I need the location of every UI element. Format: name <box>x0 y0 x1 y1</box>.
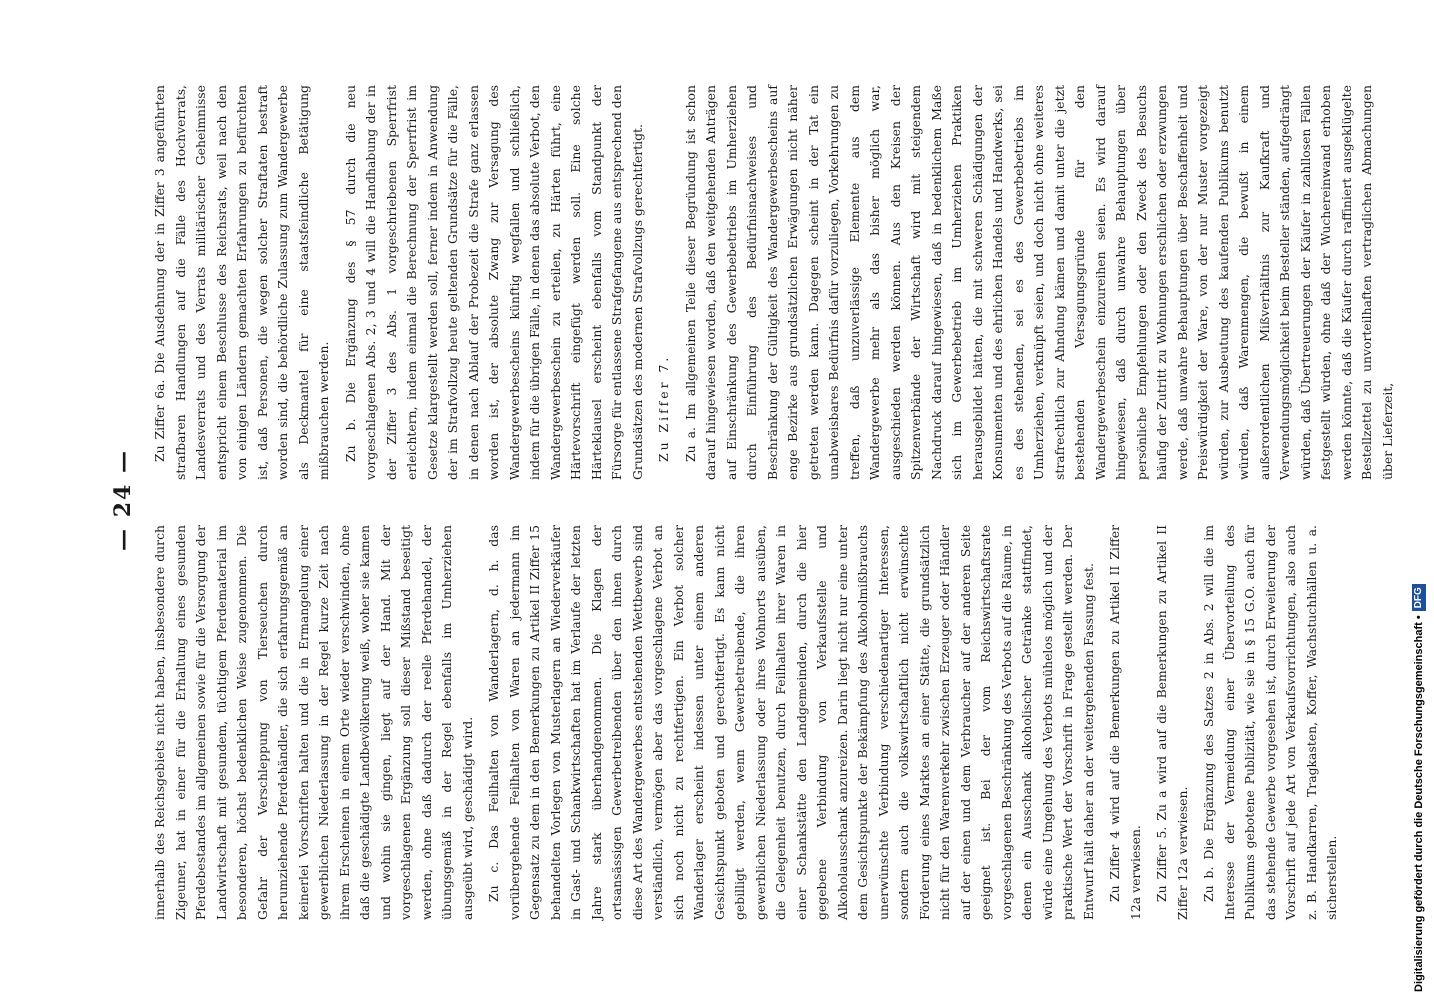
page-body <box>110 80 1395 920</box>
section-heading: Zu Ziffer 7. <box>656 354 671 462</box>
paragraph: Zu Ziffer 5. Zu a wird auf die Bemerkungen zu Artikel II Ziffer 12a verwiesen. <box>1154 525 1190 920</box>
rotated-page-content <box>110 80 1395 920</box>
funding-note: Digitalisierung gefördert durch die Deutsche Forschungsgemeinschaft • <box>1413 615 1425 992</box>
paragraph: Zu a. Im allgemeinen Teile dieser Begründung ist schon darauf hingewiesen worden, daß den weitgehenden Anträgen auf Einschränkung des Gewerbebetriebs im Umherziehen durch Einführung des Bedürfnisnachweises und Beschränkung der Gültigkeit des Wandergewerbescheins auf enge Bezirke aus grundsätzlichen Erwägungen nicht näher getreten werden kann. Dagegen scheint in der Tat ein unabweisbares Bedürfnis dafür vorzuliegen, Vorkehrungen zu treffen, daß unzuverlässige Elemente aus dem Wandergewerbe mehr als das bisher möglich war, ausgeschieden werden können. Aus den Kreisen der Spitzenverbände der Wirtschaft wird mit steigendem Nachdruck darauf hingewiesen, daß in bedenklichem Maße sich im Gewerbebetrieb im Umherziehen Praktiken herausgebildet hätten, die mit schweren Schädigungen der Konsumenten und des ehrlichen Handels und Handwerks, sei es des stehenden, sei es des Gewerbebetriebs im Umherziehen, verknüpft seien, und doch nicht ohne weiteres strafrechtlich zur Ahndung kämen und damit unter die jetzt bestehenden Versagungsgründe für den Wandergewerbeschein einzureihen seien. Es wird darauf hingewiesen, daß durch unwahre Behauptungen über persönliche Empfehlungen oder den Zweck des Besuchs häufig der Zutritt zu Wohnungen erschlichen oder erzwungen werde, daß unwahre Behauptungen über Beschaffenheit und Preiswürdigkeit der Ware, von der nur Muster vorgezeigt würden, zur Ausbeutung des kaufenden Publikums benutzt würden, daß Warenmengen, die bewußt in einem außerordentlichen Mißverhältnis zur Kaufkraft und Verwendungsmöglichkeit beim Besteller ständen, aufgedrängt würden, daß Übertreuerungen der Käufer in zahllosen Fällen festgestellt würden, ohne daß der Wuchereinwand erhoben werden könnte, daß die Käufer durch raffiniert ausgeklügelte Bestellzettel zu unvorteilhaften vertraglichen Abmachungen über Lieferzeit, <box>682 85 1395 480</box>
digitization-note-text <box>1408 8 1430 992</box>
right-text-column <box>150 85 1404 480</box>
paragraph: Zu b. Die Ergänzung des § 57 durch die neu vorgeschlagenen Abs. 2, 3 und 4 will die Handhabung der in der Ziffer 3 des Abs. 1 vorgeschriebenen Sperrfrist erleichtern, indem einmal die Berechnung der Sperrfrist im Gesetze klargestellt werden soll, ferner indem in Anwendung der im Strafvollzug heute geltenden Grundsätze für die Fälle, in denen nach Ablauf der Probezeit die Strafe ganz erlassen worden ist, der absolute Zwang zur Versagung des Wandergewerbescheins künftig wegfallen und schließlich, indem für die übrigen Fälle, in denen das absolute Verbot, den Wandergewerbeschein zu erteilen, zu Härten führt, eine Härtevorschrift eingefügt werden soll. Eine solche Härteklausel erscheint ebenfalls vom Standpunkt der Fürsorge für entlassene Strafgefangene aus entsprechend den Grundsätzen des modernen Strafvollzugs gerechtfertigt. <box>342 85 645 480</box>
page-number: — 24 — <box>110 449 136 551</box>
left-text-column <box>150 525 1349 920</box>
paragraph: Zu Ziffer 4 wird auf die Bemerkungen zu Artikel II Ziffer 12a verwiesen. <box>1107 525 1143 920</box>
paragraph: innerhalb des Reichsgebiets nicht haben, insbesondere durch Zigeuner, hat in einer für die Erhaltung eines gesunden Pferdebestandes im allgemeinen sowie für die Versorgung der Landwirtschaft mit gesundem, tüchtigem Pferdematerial im besonderen, höchst bedenklichen Weise zugenommen. Die Gefahr der Verschleppung von Tierseuchen durch herumziehende Pferdehändler, die sich erfahrungsgemäß an keinerlei Vorschriften halten und die in Ermangelung einer gewerblichen Niederlassung in der Regel kurze Zeit nach ihrem Erscheinen in einem Orte wieder verschwinden, ohne daß die geschädigte Landbevölkerung weiß, woher sie kamen und wohin sie gingen, liegt auf der Hand. Mit der vorgeschlagenen Ergänzung soll dieser Mißstand beseitigt werden, ohne daß dadurch der reelle Pferdehandel, der übungsgemäß in der Regel ebenfalls im Umherziehen ausgeübt wird, geschädigt wird. <box>152 525 475 920</box>
dfg-logo: DFG <box>1412 584 1426 611</box>
paragraph: Zu Ziffer 6a. Die Ausdehnung der in Ziffer 3 angeführten strafbaren Handlungen auf die Fälle des Hochverrats, Landesverrats und des Verrats militärischer Geheimnisse entspricht einem Beschlusse des Reichsrats, weil nach den von einigen Ländern gemachten Erfahrungen zu befürchten ist, daß Personen, die wegen solcher Straftaten bestraft worden sind, die behördliche Zulassung zum Wandergewerbe als Deckmantel für eine staatsfeindliche Betätigung mißbrauchen werden. <box>152 85 331 480</box>
paragraph: Zu c. Das Feilhalten von Wanderlagern, d. h. das vorübergehende Feilhalten von Waren an jedermann im Gegensatz zu dem in den Bemerkungen zu Artikel II Ziffer 15 behandelten Vorlegen von Musterlagern an Wiederverkäufer in Gast- und Schankwirtschaften hat im Verlaufe der letzten Jahre stark überhandgenommen. Die Klagen der ortsansässigen Gewerbetreibenden über den ihnen durch diese Art des Wandergewerbes entstehenden Wettbewerb sind verständlich, vermögen aber das vorgeschlagene Verbot an sich noch nicht zu rechtfertigen. Ein Verbot solcher Wanderlager erscheint indessen unter einem anderen Gesichtspunkt geboten und gerechtfertigt. Es kann nicht gebilligt werden, wenn Gewerbetreibende, die ihren gewerblichen Niederlassung oder ihres Wohnorts ausüben, die Gelegenheit benutzen, durch Feilhalten ihrer Waren in einer Schankstätte den Landgemeinden, durch die hier gegebene Verbindung von Verkaufsstelle und Alkoholausschank anzureizen. Darin liegt nicht nur eine unter dem Gesichtspunkte der Bekämpfung des Alkoholmißbrauchs unerwünschte Verbindung verschiedenartiger Interessen, sondern auch die volkswirtschaftlich nicht erwünschte Förderung eines Marktes an einer Stätte, die grundsätzlich nicht für den Warenverkehr zwischen Erzeuger oder Händler auf der einen und dem Verbraucher auf der anderen Seite geeignet ist. Bei der vom Reichswirtschaftsrate vorgeschlagenen Beschränkung des Verbots auf die Räume, in denen ein Ausschank alkoholischer Getränke stattfindet, würde eine Umgehung des Verbots mühelos möglich und der praktische Wert der Vorschrift in Frage gestellt werden. Der Entwurf hält daher an der weitergehenden Fassung fest. <box>486 525 1096 920</box>
digitization-note <box>1408 8 1430 992</box>
paragraph: Zu b. Die Ergänzung des Satzes 2 in Abs. 2 will die im Interesse der Vermeidung einer Übervorteilung des Publikums gebotene Publizität, wie sie in § 15 G.O. auch für das stehende Gewerbe vorgesehen ist, durch Erweiterung der Vorschrift auf jede Art von Verkaufsvorrichtungen, also auch z. B. Handkarren, Tragkasten, Koffer, Wachstuchhällen u. a. sicherstellen. <box>1201 525 1339 920</box>
